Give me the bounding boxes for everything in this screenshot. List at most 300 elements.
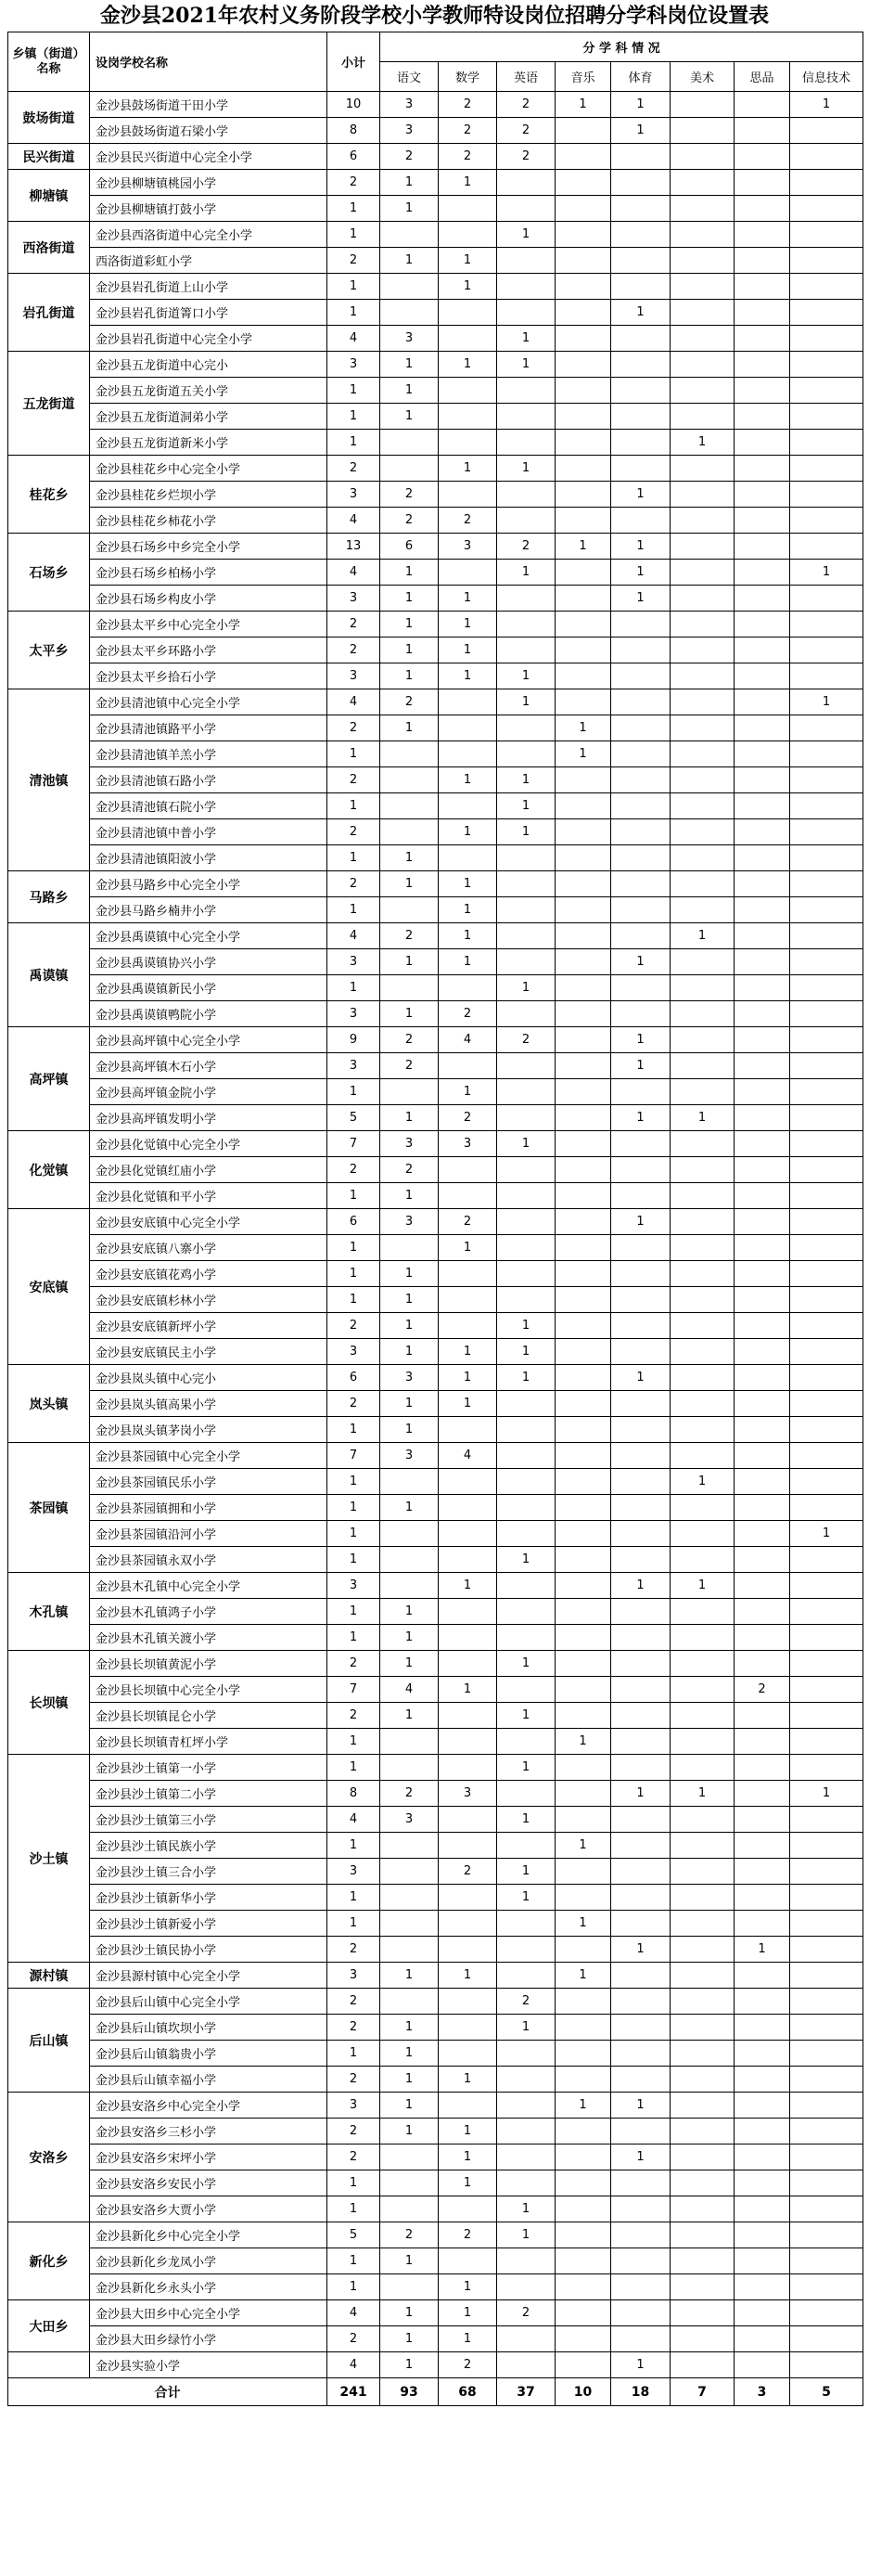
subject-count-cell: [735, 1027, 790, 1053]
subject-count-cell: [735, 1729, 790, 1755]
subject-count-cell: 3: [439, 534, 497, 560]
subject-count-cell: [439, 975, 497, 1001]
subject-count-cell: [380, 1833, 439, 1859]
subject-count-cell: [671, 1235, 735, 1261]
subject-count-cell: [611, 1755, 671, 1781]
school-cell: 金沙县清池镇石路小学: [90, 767, 327, 793]
subject-count-cell: 1: [497, 1131, 556, 1157]
subject-count-cell: 1: [380, 663, 439, 689]
subject-count-cell: 1: [439, 1235, 497, 1261]
subject-count-cell: 2: [439, 1859, 497, 1885]
subject-count-cell: 1: [611, 534, 671, 560]
subject-count-cell: [790, 1183, 863, 1209]
subject-count-cell: [671, 1261, 735, 1287]
subject-count-cell: [671, 1599, 735, 1625]
table-row: [8, 2067, 863, 2093]
subject-count-cell: [671, 741, 735, 767]
subject-count-cell: [671, 793, 735, 819]
town-cell: 禹谟镇: [8, 923, 90, 1027]
subject-count-cell: [611, 1859, 671, 1885]
subject-count-cell: [790, 949, 863, 975]
subject-count-cell: [790, 1937, 863, 1963]
subject-count-cell: [497, 1417, 556, 1443]
subject-count-cell: 2: [380, 2222, 439, 2248]
subtotal-cell: 2: [327, 1989, 380, 2015]
subject-count-cell: [735, 1573, 790, 1599]
subject-count-cell: [735, 1313, 790, 1339]
school-cell: 金沙县长坝镇青杠坪小学: [90, 1729, 327, 1755]
subject-count-cell: [556, 1521, 611, 1547]
subject-count-cell: [790, 118, 863, 144]
table-row: [8, 1261, 863, 1287]
subtotal-cell: 1: [327, 1469, 380, 1495]
subject-count-cell: 1: [611, 2145, 671, 2170]
subject-count-cell: [556, 638, 611, 663]
subject-count-cell: [611, 1833, 671, 1859]
subject-count-cell: [497, 1183, 556, 1209]
subject-count-cell: [735, 949, 790, 975]
subject-count-cell: [380, 2145, 439, 2170]
subject-count-cell: [497, 2326, 556, 2352]
school-cell: 金沙县沙土镇新爱小学: [90, 1911, 327, 1937]
subtotal-cell: 4: [327, 560, 380, 586]
subject-count-cell: [671, 1417, 735, 1443]
school-cell: 金沙县五龙街道新米小学: [90, 430, 327, 456]
table-row: [8, 586, 863, 612]
town-cell: 源村镇: [8, 1963, 90, 1989]
school-cell: 金沙县安底镇中心完全小学: [90, 1209, 327, 1235]
subject-count-cell: [556, 378, 611, 404]
school-cell: 金沙县实验小学: [90, 2352, 327, 2378]
subject-count-cell: [790, 2352, 863, 2378]
subject-count-cell: [790, 326, 863, 352]
subject-count-cell: [439, 1937, 497, 1963]
subject-count-cell: [671, 1001, 735, 1027]
subtotal-cell: 1: [327, 1833, 380, 1859]
subject-count-cell: [671, 378, 735, 404]
table-row: [8, 845, 863, 871]
table-row: [8, 1781, 863, 1807]
subject-count-cell: [790, 2326, 863, 2352]
subject-count-cell: [556, 118, 611, 144]
subject-header: 语文: [380, 62, 439, 92]
school-cell: 金沙县沙土镇第三小学: [90, 1807, 327, 1833]
subject-count-cell: [556, 1937, 611, 1963]
subject-count-cell: 1: [380, 2067, 439, 2093]
subject-count-cell: 1: [380, 560, 439, 586]
table-row: [8, 1001, 863, 1027]
subject-count-cell: [671, 612, 735, 638]
subject-count-cell: [556, 1027, 611, 1053]
subject-count-cell: [380, 2274, 439, 2300]
subject-count-cell: [671, 118, 735, 144]
subject-count-cell: [556, 1859, 611, 1885]
subject-count-cell: [611, 2170, 671, 2196]
subtotal-cell: 1: [327, 2248, 380, 2274]
subject-count-cell: [556, 2352, 611, 2378]
school-cell: 金沙县桂花乡柿花小学: [90, 508, 327, 534]
school-cell: 金沙县沙土镇新华小学: [90, 1885, 327, 1911]
subject-count-cell: [671, 1443, 735, 1469]
subject-count-cell: [611, 612, 671, 638]
subject-count-cell: [611, 1261, 671, 1287]
subject-count-cell: [497, 897, 556, 923]
subject-count-cell: [611, 663, 671, 689]
subject-count-cell: [556, 456, 611, 482]
subject-count-cell: [497, 1495, 556, 1521]
subject-count-cell: 1: [439, 767, 497, 793]
subject-count-cell: [790, 2170, 863, 2196]
subject-count-cell: 1: [611, 1053, 671, 1079]
subject-count-cell: [790, 1911, 863, 1937]
total-value-cell: 18: [611, 2378, 671, 2406]
subject-count-cell: [611, 326, 671, 352]
subject-count-cell: 1: [556, 534, 611, 560]
subject-count-cell: [671, 92, 735, 118]
subject-count-cell: 1: [735, 1937, 790, 1963]
subject-count-cell: [380, 741, 439, 767]
subject-count-cell: [790, 767, 863, 793]
subject-header: 信息技术: [790, 62, 863, 92]
subject-count-cell: 3: [439, 1131, 497, 1157]
subject-count-cell: [671, 871, 735, 897]
subject-count-cell: [497, 1001, 556, 1027]
subject-count-cell: [439, 741, 497, 767]
subject-count-cell: [556, 1495, 611, 1521]
subject-count-cell: [735, 1859, 790, 1885]
subject-count-cell: [611, 1417, 671, 1443]
subject-count-cell: [497, 949, 556, 975]
subject-count-cell: [556, 144, 611, 170]
subject-count-cell: 1: [497, 1755, 556, 1781]
subject-count-cell: [735, 1963, 790, 1989]
table-row: [8, 1131, 863, 1157]
subject-count-cell: [497, 1521, 556, 1547]
subtotal-cell: 1: [327, 1079, 380, 1105]
subtotal-cell: 2: [327, 2119, 380, 2145]
subject-count-cell: [611, 144, 671, 170]
subject-count-cell: [671, 1027, 735, 1053]
subject-count-cell: [556, 1131, 611, 1157]
subject-count-cell: [611, 1703, 671, 1729]
subject-count-cell: [790, 845, 863, 871]
school-cell: 金沙县禹谟镇鸭院小学: [90, 1001, 327, 1027]
school-cell: 金沙县岚头镇中心完小: [90, 1365, 327, 1391]
school-cell: 金沙县清池镇路平小学: [90, 715, 327, 741]
school-cell: 金沙县木孔镇鸿子小学: [90, 1599, 327, 1625]
subject-count-cell: [671, 2145, 735, 2170]
subject-count-cell: [611, 1131, 671, 1157]
subject-count-cell: [671, 1755, 735, 1781]
subject-count-cell: 1: [439, 170, 497, 196]
school-cell: 金沙县太平乡拾石小学: [90, 663, 327, 689]
subject-count-cell: [611, 274, 671, 300]
subtotal-cell: 1: [327, 1599, 380, 1625]
subject-count-cell: [497, 923, 556, 949]
subject-count-cell: [497, 1235, 556, 1261]
school-cell: 金沙县鼓场街道干田小学: [90, 92, 327, 118]
subject-count-cell: [671, 2222, 735, 2248]
subject-count-cell: [671, 715, 735, 741]
subject-count-cell: [497, 1625, 556, 1651]
subtotal-cell: 2: [327, 170, 380, 196]
subject-count-cell: [497, 170, 556, 196]
town-cell: 西洛街道: [8, 222, 90, 274]
school-cell: 金沙县太平乡环路小学: [90, 638, 327, 663]
subtotal-cell: 3: [327, 949, 380, 975]
subject-count-cell: 1: [380, 1261, 439, 1287]
table-row: [8, 1365, 863, 1391]
school-cell: 金沙县安底镇新坪小学: [90, 1313, 327, 1339]
subject-count-cell: [439, 560, 497, 586]
table-row: [8, 1859, 863, 1885]
subject-count-cell: 1: [611, 1937, 671, 1963]
table-row: [8, 1105, 863, 1131]
subject-count-cell: [611, 1157, 671, 1183]
table-row: [8, 378, 863, 404]
subject-count-cell: [497, 2067, 556, 2093]
subject-count-cell: [497, 741, 556, 767]
subject-count-cell: [556, 196, 611, 222]
subject-count-cell: 1: [790, 92, 863, 118]
subject-count-cell: [790, 144, 863, 170]
subject-count-cell: [735, 1001, 790, 1027]
subject-count-cell: [556, 1547, 611, 1573]
subject-count-cell: [611, 1729, 671, 1755]
subject-count-cell: 1: [671, 1105, 735, 1131]
subject-count-cell: [380, 1885, 439, 1911]
subject-count-cell: [671, 2170, 735, 2196]
school-cell: 金沙县茶园镇中心完全小学: [90, 1443, 327, 1469]
subject-count-cell: [439, 1417, 497, 1443]
subject-count-cell: [380, 1989, 439, 2015]
subject-count-cell: [735, 1443, 790, 1469]
table-row: [8, 534, 863, 560]
subject-count-cell: [439, 1157, 497, 1183]
subtotal-cell: 1: [327, 274, 380, 300]
subject-count-cell: 1: [439, 2274, 497, 2300]
subject-count-cell: 3: [380, 92, 439, 118]
subject-count-cell: [735, 1209, 790, 1235]
subject-count-cell: [497, 378, 556, 404]
subject-count-cell: 1: [497, 1365, 556, 1391]
school-cell: 金沙县清池镇羊羔小学: [90, 741, 327, 767]
subtotal-cell: 1: [327, 222, 380, 248]
total-value-cell: 241: [327, 2378, 380, 2406]
table-row: [8, 2274, 863, 2300]
subject-count-cell: [735, 1521, 790, 1547]
subject-count-cell: [735, 2326, 790, 2352]
subject-count-cell: [497, 1677, 556, 1703]
subject-count-cell: 1: [611, 2352, 671, 2378]
subject-count-cell: [790, 170, 863, 196]
table-row: [8, 482, 863, 508]
subject-count-cell: 2: [497, 1989, 556, 2015]
town-header: 乡镇（街道）名称: [8, 32, 90, 92]
subject-count-cell: [497, 638, 556, 663]
subject-count-cell: [556, 845, 611, 871]
subject-count-cell: [611, 1651, 671, 1677]
school-cell: 金沙县安洛乡安民小学: [90, 2170, 327, 2196]
subject-count-cell: [790, 2093, 863, 2119]
subject-count-cell: [380, 1729, 439, 1755]
subject-count-cell: [611, 1391, 671, 1417]
subject-count-cell: 1: [380, 170, 439, 196]
subject-count-cell: [790, 1573, 863, 1599]
subject-count-cell: [556, 2170, 611, 2196]
subject-count-cell: [735, 2300, 790, 2326]
subject-count-cell: [671, 274, 735, 300]
subject-count-cell: [671, 638, 735, 663]
table-row: [8, 1157, 863, 1183]
subtotal-cell: 7: [327, 1443, 380, 1469]
subject-count-cell: [735, 456, 790, 482]
school-cell: 金沙县后山镇幸福小学: [90, 2067, 327, 2093]
subject-count-cell: [439, 482, 497, 508]
subject-count-cell: [790, 404, 863, 430]
subject-count-cell: [790, 274, 863, 300]
subject-count-cell: [671, 819, 735, 845]
subject-count-cell: [735, 1365, 790, 1391]
table-row: [8, 508, 863, 534]
school-cell: 金沙县茶园镇永双小学: [90, 1547, 327, 1573]
school-cell: 金沙县高坪镇中心完全小学: [90, 1027, 327, 1053]
subject-count-cell: [611, 1547, 671, 1573]
subject-count-cell: [611, 1911, 671, 1937]
subject-count-cell: [671, 248, 735, 274]
subject-count-cell: 3: [380, 1807, 439, 1833]
subject-count-cell: 1: [439, 1079, 497, 1105]
school-cell: 金沙县高坪镇发明小学: [90, 1105, 327, 1131]
subject-count-cell: [671, 1547, 735, 1573]
subject-count-cell: [735, 1183, 790, 1209]
table-row: [8, 404, 863, 430]
subject-count-cell: [556, 404, 611, 430]
table-row: [8, 2300, 863, 2326]
table-row: [8, 2119, 863, 2145]
subject-count-cell: [790, 1807, 863, 1833]
subject-count-cell: [439, 1729, 497, 1755]
subject-count-cell: [611, 715, 671, 741]
subject-count-cell: [671, 975, 735, 1001]
table-row: [8, 1937, 863, 1963]
school-cell: 金沙县禹谟镇协兴小学: [90, 949, 327, 975]
subject-count-cell: [671, 196, 735, 222]
subtotal-cell: 3: [327, 1339, 380, 1365]
subject-count-cell: 1: [439, 1365, 497, 1391]
school-cell: 金沙县石场乡中乡完全小学: [90, 534, 327, 560]
subject-count-cell: [556, 923, 611, 949]
school-cell: 金沙县岩孔街道箐口小学: [90, 300, 327, 326]
subject-count-cell: 1: [380, 871, 439, 897]
subject-count-cell: 1: [556, 1963, 611, 1989]
subject-count-cell: [790, 2041, 863, 2067]
subject-count-cell: [556, 1885, 611, 1911]
subject-count-cell: [735, 2196, 790, 2222]
subject-count-cell: [735, 1625, 790, 1651]
subject-count-cell: [671, 222, 735, 248]
table-row: [8, 767, 863, 793]
subject-count-cell: [556, 2248, 611, 2274]
subject-count-cell: [790, 2067, 863, 2093]
school-cell: 金沙县后山镇翁贵小学: [90, 2041, 327, 2067]
subject-count-cell: [497, 1937, 556, 1963]
subject-count-cell: [735, 274, 790, 300]
subtotal-cell: 1: [327, 300, 380, 326]
subject-count-cell: 2: [497, 144, 556, 170]
subtotal-cell: 1: [327, 1235, 380, 1261]
subject-count-cell: [671, 1183, 735, 1209]
subject-count-cell: [790, 1755, 863, 1781]
school-cell: 金沙县茶园镇沿河小学: [90, 1521, 327, 1547]
subject-count-cell: [556, 1261, 611, 1287]
subject-count-cell: 2: [439, 1001, 497, 1027]
subject-count-cell: [735, 300, 790, 326]
subtotal-cell: 2: [327, 1391, 380, 1417]
subject-count-cell: [735, 715, 790, 741]
subject-count-cell: 2: [439, 2222, 497, 2248]
school-cell: 金沙县太平乡中心完全小学: [90, 612, 327, 638]
subtotal-cell: 1: [327, 1495, 380, 1521]
subject-count-cell: [439, 1911, 497, 1937]
subject-count-cell: [671, 404, 735, 430]
subject-count-cell: [380, 1937, 439, 1963]
subtotal-cell: 3: [327, 586, 380, 612]
subject-count-cell: 1: [380, 2015, 439, 2041]
subject-count-cell: [380, 1755, 439, 1781]
subject-count-cell: [611, 456, 671, 482]
subject-count-cell: [790, 222, 863, 248]
total-value-cell: 3: [735, 2378, 790, 2406]
subject-count-cell: [497, 1157, 556, 1183]
subtotal-cell: 1: [327, 2170, 380, 2196]
subject-count-cell: [497, 1599, 556, 1625]
subject-count-cell: [611, 1339, 671, 1365]
subject-count-cell: 1: [380, 248, 439, 274]
subject-count-cell: [671, 1287, 735, 1313]
subtotal-cell: 1: [327, 1911, 380, 1937]
school-cell: 金沙县新化乡龙凤小学: [90, 2248, 327, 2274]
subject-count-cell: [439, 1261, 497, 1287]
subject-count-cell: [611, 508, 671, 534]
subject-count-cell: 1: [497, 793, 556, 819]
table-row: [8, 352, 863, 378]
table-row: [8, 170, 863, 196]
school-cell: 金沙县清池镇中心完全小学: [90, 689, 327, 715]
subject-count-cell: [556, 793, 611, 819]
subject-count-cell: [735, 1079, 790, 1105]
subject-count-cell: [671, 1391, 735, 1417]
subject-count-cell: [790, 612, 863, 638]
subject-count-cell: [556, 1287, 611, 1313]
subject-count-cell: [497, 2352, 556, 2378]
subject-count-cell: [497, 2170, 556, 2196]
subject-count-cell: [790, 378, 863, 404]
subject-count-cell: [790, 1625, 863, 1651]
subject-count-cell: 1: [439, 923, 497, 949]
subject-count-cell: [380, 1859, 439, 1885]
subject-count-cell: [611, 1001, 671, 1027]
subject-count-cell: [380, 1573, 439, 1599]
table-row: [8, 2222, 863, 2248]
school-cell: 金沙县安底镇八寨小学: [90, 1235, 327, 1261]
school-cell: 金沙县桂花乡烂坝小学: [90, 482, 327, 508]
table-row: [8, 1625, 863, 1651]
subtotal-cell: 4: [327, 2352, 380, 2378]
subject-count-cell: [556, 1781, 611, 1807]
subject-count-cell: 3: [380, 1443, 439, 1469]
subject-count-cell: 1: [556, 92, 611, 118]
